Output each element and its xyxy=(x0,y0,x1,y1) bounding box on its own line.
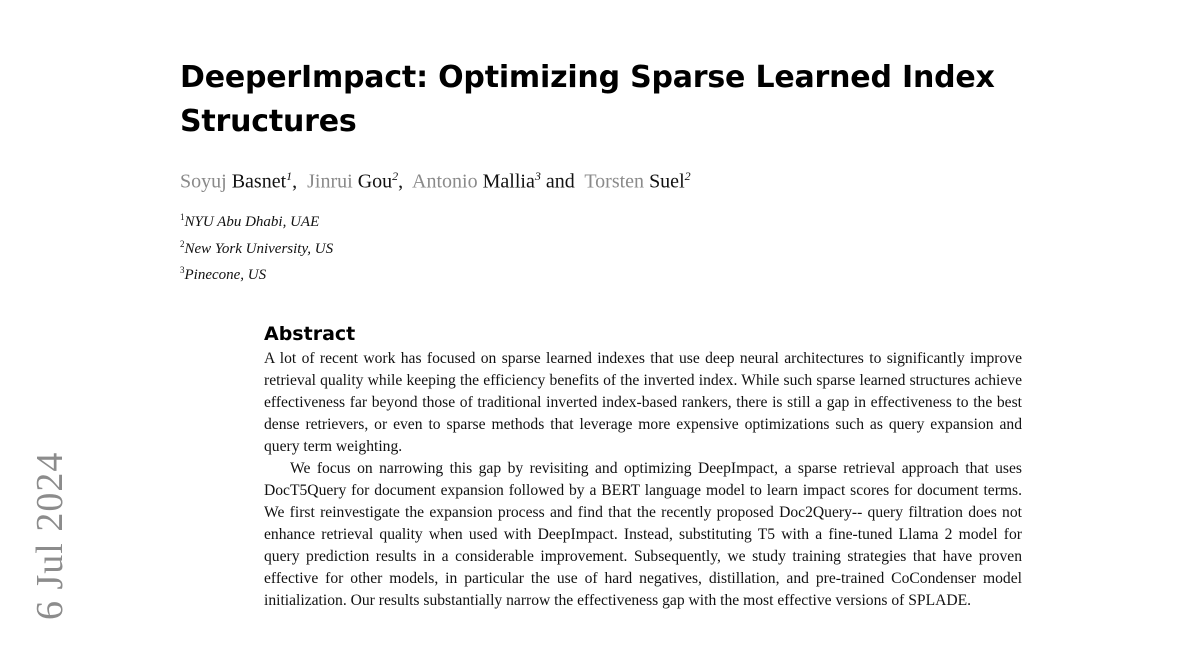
author-list xyxy=(180,162,691,196)
paper-title-line-1: DeeperImpact: Optimizing Sparse Learned Index xyxy=(180,60,995,95)
author-affiliation-mark: 2 xyxy=(684,169,691,183)
arxiv-side-date: 6 Jul 2024 xyxy=(29,451,71,620)
affiliation-mark: 3 xyxy=(180,265,185,275)
abstract-heading: Abstract xyxy=(264,323,356,345)
affiliation-text: NYU Abu Dhabi, UAE xyxy=(184,214,320,230)
paper-title-line-2: Structures xyxy=(180,104,357,139)
affiliation-mark: 1 xyxy=(180,212,185,222)
author-given-name: Antonio xyxy=(412,170,478,193)
author-affiliation-mark: 2 xyxy=(392,169,399,183)
author-separator: , xyxy=(398,170,404,193)
author-given-name: Jinrui xyxy=(307,170,353,193)
paper-title xyxy=(180,56,1040,144)
affiliation-mark: 2 xyxy=(180,239,185,249)
author-given-name: Soyuj xyxy=(180,170,227,193)
affiliation xyxy=(180,265,266,284)
author-separator: , xyxy=(292,170,298,193)
author-affiliation-mark: 3 xyxy=(534,169,541,183)
abstract-paragraph: A lot of recent work has focused on sparse learned indexes that use deep neural architectures to significantly improve retrieval quality while keeping the efficiency benefits of the inverted index. While such sparse learned structures achieve effectiveness far beyond those of traditional inverted index-based rankers, there is still a gap in effectiveness to the best dense retrievers, or even to sparse methods that leverage more expensive optimizations such as query expansion and query term weighting. xyxy=(264,350,1022,455)
author-family-name: Gou xyxy=(357,170,393,193)
author-family-name: Mallia xyxy=(482,170,535,193)
affiliation xyxy=(180,212,319,231)
abstract-body xyxy=(264,348,1022,612)
author-family-name: Basnet xyxy=(231,170,287,193)
author-affiliation-mark: 1 xyxy=(286,169,293,183)
affiliation-text: New York University, US xyxy=(184,241,334,257)
author-conjunction: and xyxy=(545,170,575,193)
abstract-paragraph: We focus on narrowing this gap by revisiting and optimizing DeepImpact, a sparse retrieval approach that uses DocT5Query for document expansion followed by a BERT language model to learn impact scores for document terms. We first reinvestigate the expansion process and find that the recently proposed Doc2Query-- query filtration does not enhance retrieval quality when used with DeepImpact. Instead, substituting T5 with a fine-tuned Llama 2 model for query prediction results in a considerable improvement. Subsequently, we study training strategies that have proven effective for other models, in particular the use of hard negatives, distillation, and pre-trained CoCondenser model initialization. Our results substantially narrow the effectiveness gap with the most effective versions of SPLADE. xyxy=(264,460,1022,609)
affiliation-text: Pinecone, US xyxy=(184,267,267,283)
author-family-name: Suel xyxy=(649,170,685,193)
affiliation xyxy=(180,239,333,258)
author-given-name: Torsten xyxy=(584,170,645,193)
